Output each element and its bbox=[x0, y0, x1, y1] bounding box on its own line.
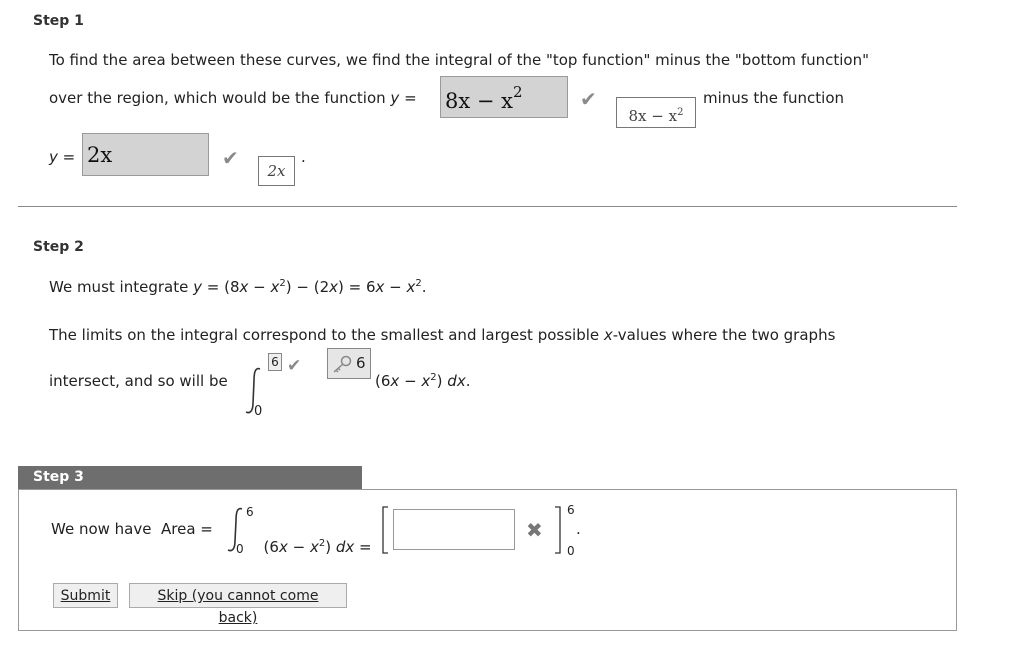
integrate-x2: x bbox=[270, 278, 280, 296]
area-lower-limit: 0 bbox=[236, 542, 244, 556]
integrate-statement bbox=[49, 278, 427, 296]
integrate-expr-e: − bbox=[384, 278, 407, 296]
right-bracket bbox=[553, 505, 563, 555]
step3-header: Step 3 bbox=[18, 466, 362, 489]
integrand-c: ) bbox=[436, 372, 448, 390]
integrand-b: − bbox=[399, 372, 422, 390]
check-icon: ✔ bbox=[287, 356, 302, 376]
left-bracket bbox=[380, 505, 390, 555]
integrand-x1: x bbox=[390, 372, 400, 390]
top-function-preview-exp: 2 bbox=[677, 107, 684, 118]
equals-sign: = bbox=[404, 89, 417, 107]
step1-line3 bbox=[49, 148, 75, 166]
limits-statement bbox=[49, 326, 835, 344]
area-integrand-dx: dx bbox=[335, 538, 355, 556]
area-prefix: We now have Area = bbox=[51, 520, 213, 538]
section-divider bbox=[18, 206, 957, 207]
bottom-function-value: 2x bbox=[87, 143, 113, 167]
integrand-end: . bbox=[465, 372, 471, 390]
skip-button[interactable]: Skip (you cannot come back) bbox=[129, 583, 347, 608]
integrand-x2: x bbox=[421, 372, 431, 390]
key-icon bbox=[331, 355, 353, 373]
intersect-text: intersect, and so will be bbox=[49, 372, 228, 390]
area-answer-input[interactable] bbox=[393, 509, 515, 550]
step1-minus-text: minus the function bbox=[703, 89, 845, 107]
integrate-x3: x bbox=[329, 278, 339, 296]
area-integrand bbox=[254, 520, 372, 556]
step1-line2 bbox=[49, 89, 417, 107]
integrate-expr-d: ) = 6 bbox=[338, 278, 376, 296]
integrand-a: (6 bbox=[375, 372, 391, 390]
submit-button[interactable]: Submit bbox=[53, 583, 118, 608]
step1-title: Step 1 bbox=[33, 13, 84, 29]
top-function-value: 8x − x bbox=[445, 89, 513, 113]
eval-upper-limit: 6 bbox=[567, 503, 575, 517]
integrand-exp: 2 bbox=[430, 372, 437, 383]
integrate-expr-a: = (8 bbox=[206, 278, 240, 296]
integrate-exp2: 2 bbox=[415, 278, 422, 289]
integrate-expr-b: − bbox=[248, 278, 271, 296]
area-integrand-c: ) bbox=[325, 538, 336, 556]
integrate-y: y bbox=[193, 278, 202, 296]
top-function-exponent: 2 bbox=[513, 83, 523, 101]
area-upper-limit: 6 bbox=[246, 505, 254, 519]
step3-period: . bbox=[576, 520, 581, 538]
integrate-x5: x bbox=[406, 278, 416, 296]
upper-limit-preview bbox=[327, 348, 371, 379]
check-icon: ✔ bbox=[580, 87, 597, 111]
eval-lower-limit: 0 bbox=[567, 544, 575, 558]
limits-x: x bbox=[603, 326, 613, 344]
y-variable: y bbox=[390, 89, 400, 107]
integrate-end: . bbox=[421, 278, 427, 296]
top-function-answer[interactable] bbox=[440, 76, 568, 118]
upper-limit-answer[interactable]: 6 bbox=[268, 353, 282, 371]
area-integrand-x2: x bbox=[309, 538, 319, 556]
integrate-x4: x bbox=[375, 278, 385, 296]
step1-line2-prefix: over the region, which would be the function bbox=[49, 89, 386, 107]
lower-limit: 0 bbox=[254, 404, 263, 419]
top-function-preview-text: 8x − x bbox=[628, 107, 678, 125]
integrand-dx: dx bbox=[447, 372, 466, 390]
area-integrand-x1: x bbox=[278, 538, 288, 556]
step1-line1: To find the area between these curves, we find the integral of the "top function" minus the "bottom function" bbox=[49, 51, 869, 69]
check-icon: ✔ bbox=[222, 146, 239, 170]
step1-period: . bbox=[301, 148, 306, 166]
step2-title: Step 2 bbox=[33, 239, 84, 255]
integrate-exp1: 2 bbox=[279, 278, 286, 289]
integrate-expr-c: ) − (2 bbox=[285, 278, 330, 296]
area-integrand-exp: 2 bbox=[318, 538, 326, 549]
area-equals: = bbox=[354, 538, 372, 556]
bottom-function-preview: 2x bbox=[258, 156, 295, 186]
y-variable-2: y bbox=[49, 148, 58, 166]
integrand-step2 bbox=[375, 372, 470, 390]
limits-line-end: -values where the two graphs bbox=[612, 326, 836, 344]
area-integrand-b: − bbox=[287, 538, 310, 556]
equals-sign-2: = bbox=[62, 148, 76, 166]
area-integrand-a: (6 bbox=[263, 538, 279, 556]
x-icon: ✖ bbox=[526, 518, 543, 542]
integrate-x1: x bbox=[239, 278, 249, 296]
integrate-prefix: We must integrate bbox=[49, 278, 189, 296]
limits-line: The limits on the integral correspond to the smallest and largest possible bbox=[49, 326, 604, 344]
upper-limit-preview-value: 6 bbox=[356, 354, 366, 372]
top-function-preview bbox=[616, 97, 696, 128]
bottom-function-answer[interactable] bbox=[82, 133, 209, 176]
